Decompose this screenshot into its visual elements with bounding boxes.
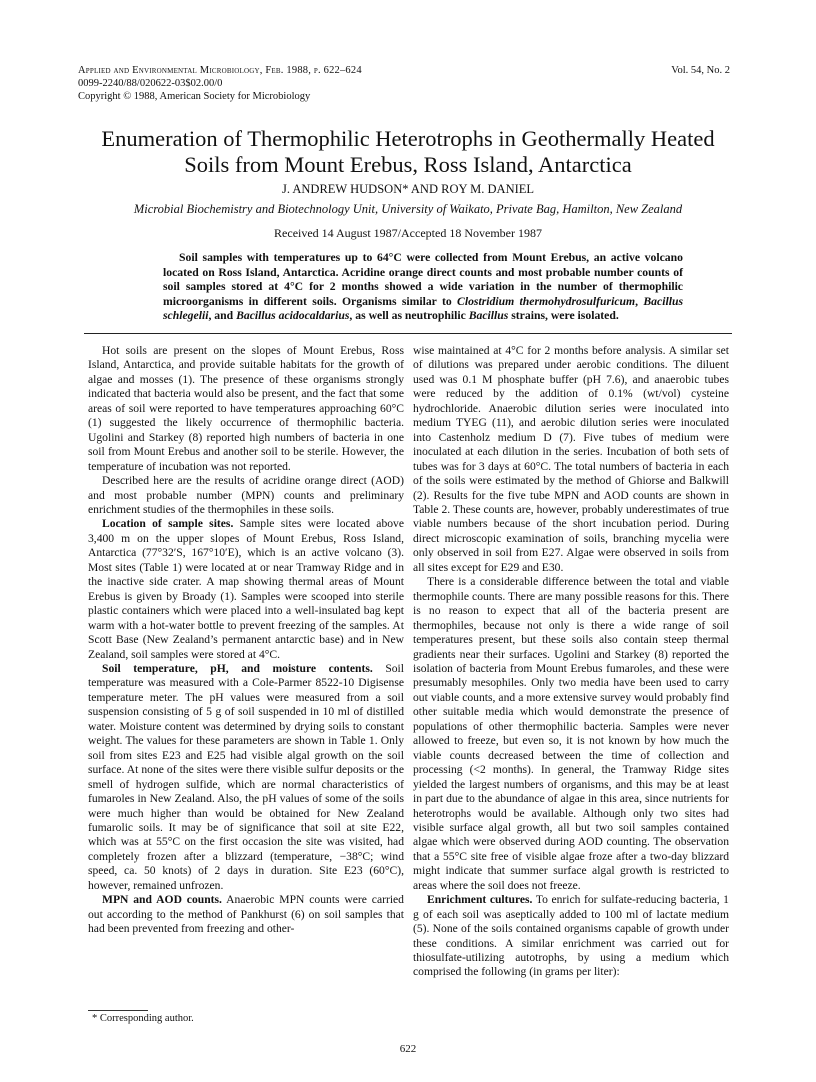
abstract-text-3: strains, were isolated. — [508, 309, 619, 323]
discussion-paragraph: There is a considerable difference between the total and viable thermophile counts. There are many possible reasons for this. There is no reason to expect that all of the bacteria present are thermophiles, because not only is there a wide range of soil temperatures present, but these soils also contain steep thermal gradients near their surfaces. Ugolini and Starkey (8) reported the isolation of bacteria from Mount Erebus fumaroles, and these were presumably mesophiles. Only two media have been used to carry out viable counts, and a more extensive survey would probably find other suitable media which would demonstrate the presence of populations of other thermophilic bacteria. Samples were never allowed to freeze, but even so, it is not known by how much the viable counts decreased between the time of collection and processing (<2 months). In general, the Tramway Ridge sites yielded the largest numbers of organisms, and this may be at least in part due to the abundance of algae in this area, since nutrients for heterotrophs would be available. Although only two sites had visible surface algal growth, all but two soil samples contained algae which were observed during AOD counting. The observation that a 55°C site free of visible algae froze after a two-day blizzard might indicate that summer surface algal growth is restricted to areas where the soil does not freeze. — [413, 575, 729, 892]
location-paragraph — [88, 517, 404, 662]
author-list: J. ANDREW HUDSON* AND ROY M. DANIEL — [281, 182, 535, 196]
mpn-heading: MPN and AOD counts. — [102, 893, 222, 907]
right-column — [413, 344, 729, 980]
enrichment-paragraph — [413, 893, 729, 980]
species-2: Bacillus schlegelii — [163, 294, 684, 323]
intro-paragraph-2: Described here are the results of acridine orange direct (AOD) and most probable number (MPN) counts and preliminary enrichment studies of the thermophiles in these soils. — [88, 474, 404, 516]
mpn-text: Anaerobic MPN counts were carried out according to the method of Pankhurst (6) on soil samples that had been prevented from freezing and other- — [88, 893, 404, 936]
title-line-1: Enumeration of Thermophilic Heterotrophs in Geothermally Heated — [101, 126, 715, 151]
abstract-divider — [84, 333, 732, 334]
abstract — [163, 251, 683, 324]
abstract-sep-2: , and — [208, 309, 237, 323]
abstract-text-1: Soil samples with temperatures up to 64°C were collected from Mount Erebus, an active volcano located on Ross Island, Antarctica. Acridine orange direct counts and most probable number counts of soil samples stored at 4°C for 2 months showed a wide variation in the number of thermophilic microorganisms in different soils. Organisms similar to — [163, 251, 683, 308]
intro-paragraph-1: Hot soils are present on the slopes of Mount Erebus, Ross Island, Antarctica, and provide suitable habitats for the growth of algae and mosses (1). The presence of these organisms strongly indicated that bacteria would also be present, and the fact that some areas of soil were reported to have temperatures approaching 60°C (1) suggested the likely occurrence of thermophilic bacteria. Ugolini and Starkey (8) reported high numbers of bacteria in one soil from Mount Erebus and another soil to be sterile. However, the temperature of incubation was not reported. — [88, 344, 404, 473]
species-4: Bacillus — [468, 309, 509, 323]
abstract-sep-1: , — [635, 294, 644, 308]
mpn-paragraph — [88, 893, 404, 936]
temperature-text: Soil temperature was measured with a Cole-Parmer 8522-10 Digisense temperature meter. The pH values were measured from a soil suspension consisting of 5 g of soil suspended in 10 ml of distilled water. Moisture content was determined by drying soils to constant weight. The values for these parameters are shown in Table 1. Only soil from sites E23 and E25 had visible algal growth on the soil surface. At none of the sites were there visible sulfur deposits or the smell of hydrogen sulfide, which are normal characteristics of fumaroles in New Zealand. Also, the pH values of some of the soils were much higher than would be obtained for New Zealand fumarolic soils. It may be of significance that soil at site E22, which was at 55°C on the first occasion the site was visited, had completely frozen after a blizzard (temperature, −38°C; wind speed, ca. 50 knots) of 2 days in duration. Site E23 (60°C), however, remained unfrozen. — [88, 661, 404, 892]
affiliation: Microbial Biochemistry and Biotechnology Unit, University of Waikato, Private Bag, Hamilton, New Zealand — [133, 202, 683, 216]
enrichment-text: To enrich for sulfate-reducing bacteria, 1 g of each soil was aseptically added to 100 ml of lactate medium (5). None of the soils contained organisms capable of growth under these conditions. A similar enrichment was carried out for thiosulfate-utilizing autotrophs, by using a medium which comprised the following (in grams per liter): — [413, 893, 729, 979]
left-column — [88, 344, 404, 937]
enrichment-heading: Enrichment cultures. — [427, 893, 533, 907]
running-header — [78, 64, 362, 103]
page-number: 622 — [399, 1043, 417, 1055]
issn-code: 0099-2240/88/020622-03$02.00/0 — [78, 78, 223, 89]
temperature-heading: Soil temperature, pH, and moisture contents. — [102, 661, 373, 675]
abstract-text-2: , as well as neutrophilic — [349, 309, 469, 323]
journal-citation: Applied and Environmental Microbiology, Feb. 1988, p. 622–624 — [78, 65, 362, 76]
volume-number: Vol. 54, No. 2 — [671, 65, 730, 76]
footnote-divider — [88, 1010, 148, 1011]
title-line-2: Soils from Mount Erebus, Ross Island, Antarctica — [184, 152, 632, 177]
species-1: Clostridium thermohydrosulfuricum — [457, 294, 636, 308]
mpn-continued-paragraph: wise maintained at 4°C for 2 months before analysis. A similar set of dilutions was prepared under aerobic conditions. The diluent used was 0.1 M phosphate buffer (pH 7.6), and anaerobic tubes were reduced by the addition of 0.1% (wt/vol) cysteine hydrochloride. Anaerobic dilution series were inoculated into medium TYEG (11), and aerobic dilution series were inoculated into Castenholz medium D (7). Five tubes of medium were inoculated at each dilution in the series. Incubation of both sets of tubes was for 3 days at 60°C. The total numbers of bacteria in each of the soils were estimated by the method of Ghiorse and Balkwill (2). Results for the five tube MPN and AOD counts are shown in Table 2. These counts are, however, probably underestimates of true viable numbers because of the short incubation period. During direct microscopic examination of soils, branching mycelia were only observed in soil from E27. Algae were observed in soils from all sites except for E29 and E30. — [413, 344, 729, 574]
temperature-paragraph — [88, 662, 404, 893]
species-3: Bacillus acidocaldarius — [236, 309, 350, 323]
copyright-notice: Copyright © 1988, American Society for Microbiology — [78, 91, 311, 102]
abstract-paragraph — [163, 251, 683, 324]
article-title — [60, 126, 756, 178]
location-heading: Location of sample sites. — [102, 517, 234, 531]
location-text: Sample sites were located above 3,400 m on the upper slopes of Mount Erebus, Ross Island, Antarctica (77°32′S, 167°10′E), which is an active volcano (3). Most sites (Table 1) were located at or near Tramway Ridge and in the inactive side crater. A map showing thermal areas of Mount Erebus is given by Broady (1). Samples were scooped into sterile plastic containers which were placed into a well-insulated bag kept warm with a hot-water bottle to prevent freezing of the samples. At Scott Base (New Zealand’s permanent antarctic base) and in New Zealand, soil samples were stored at 4°C. — [88, 517, 404, 661]
corresponding-author-footnote: * Corresponding author. — [92, 1013, 194, 1024]
received-dates: Received 14 August 1987/Accepted 18 November 1987 — [274, 226, 542, 240]
